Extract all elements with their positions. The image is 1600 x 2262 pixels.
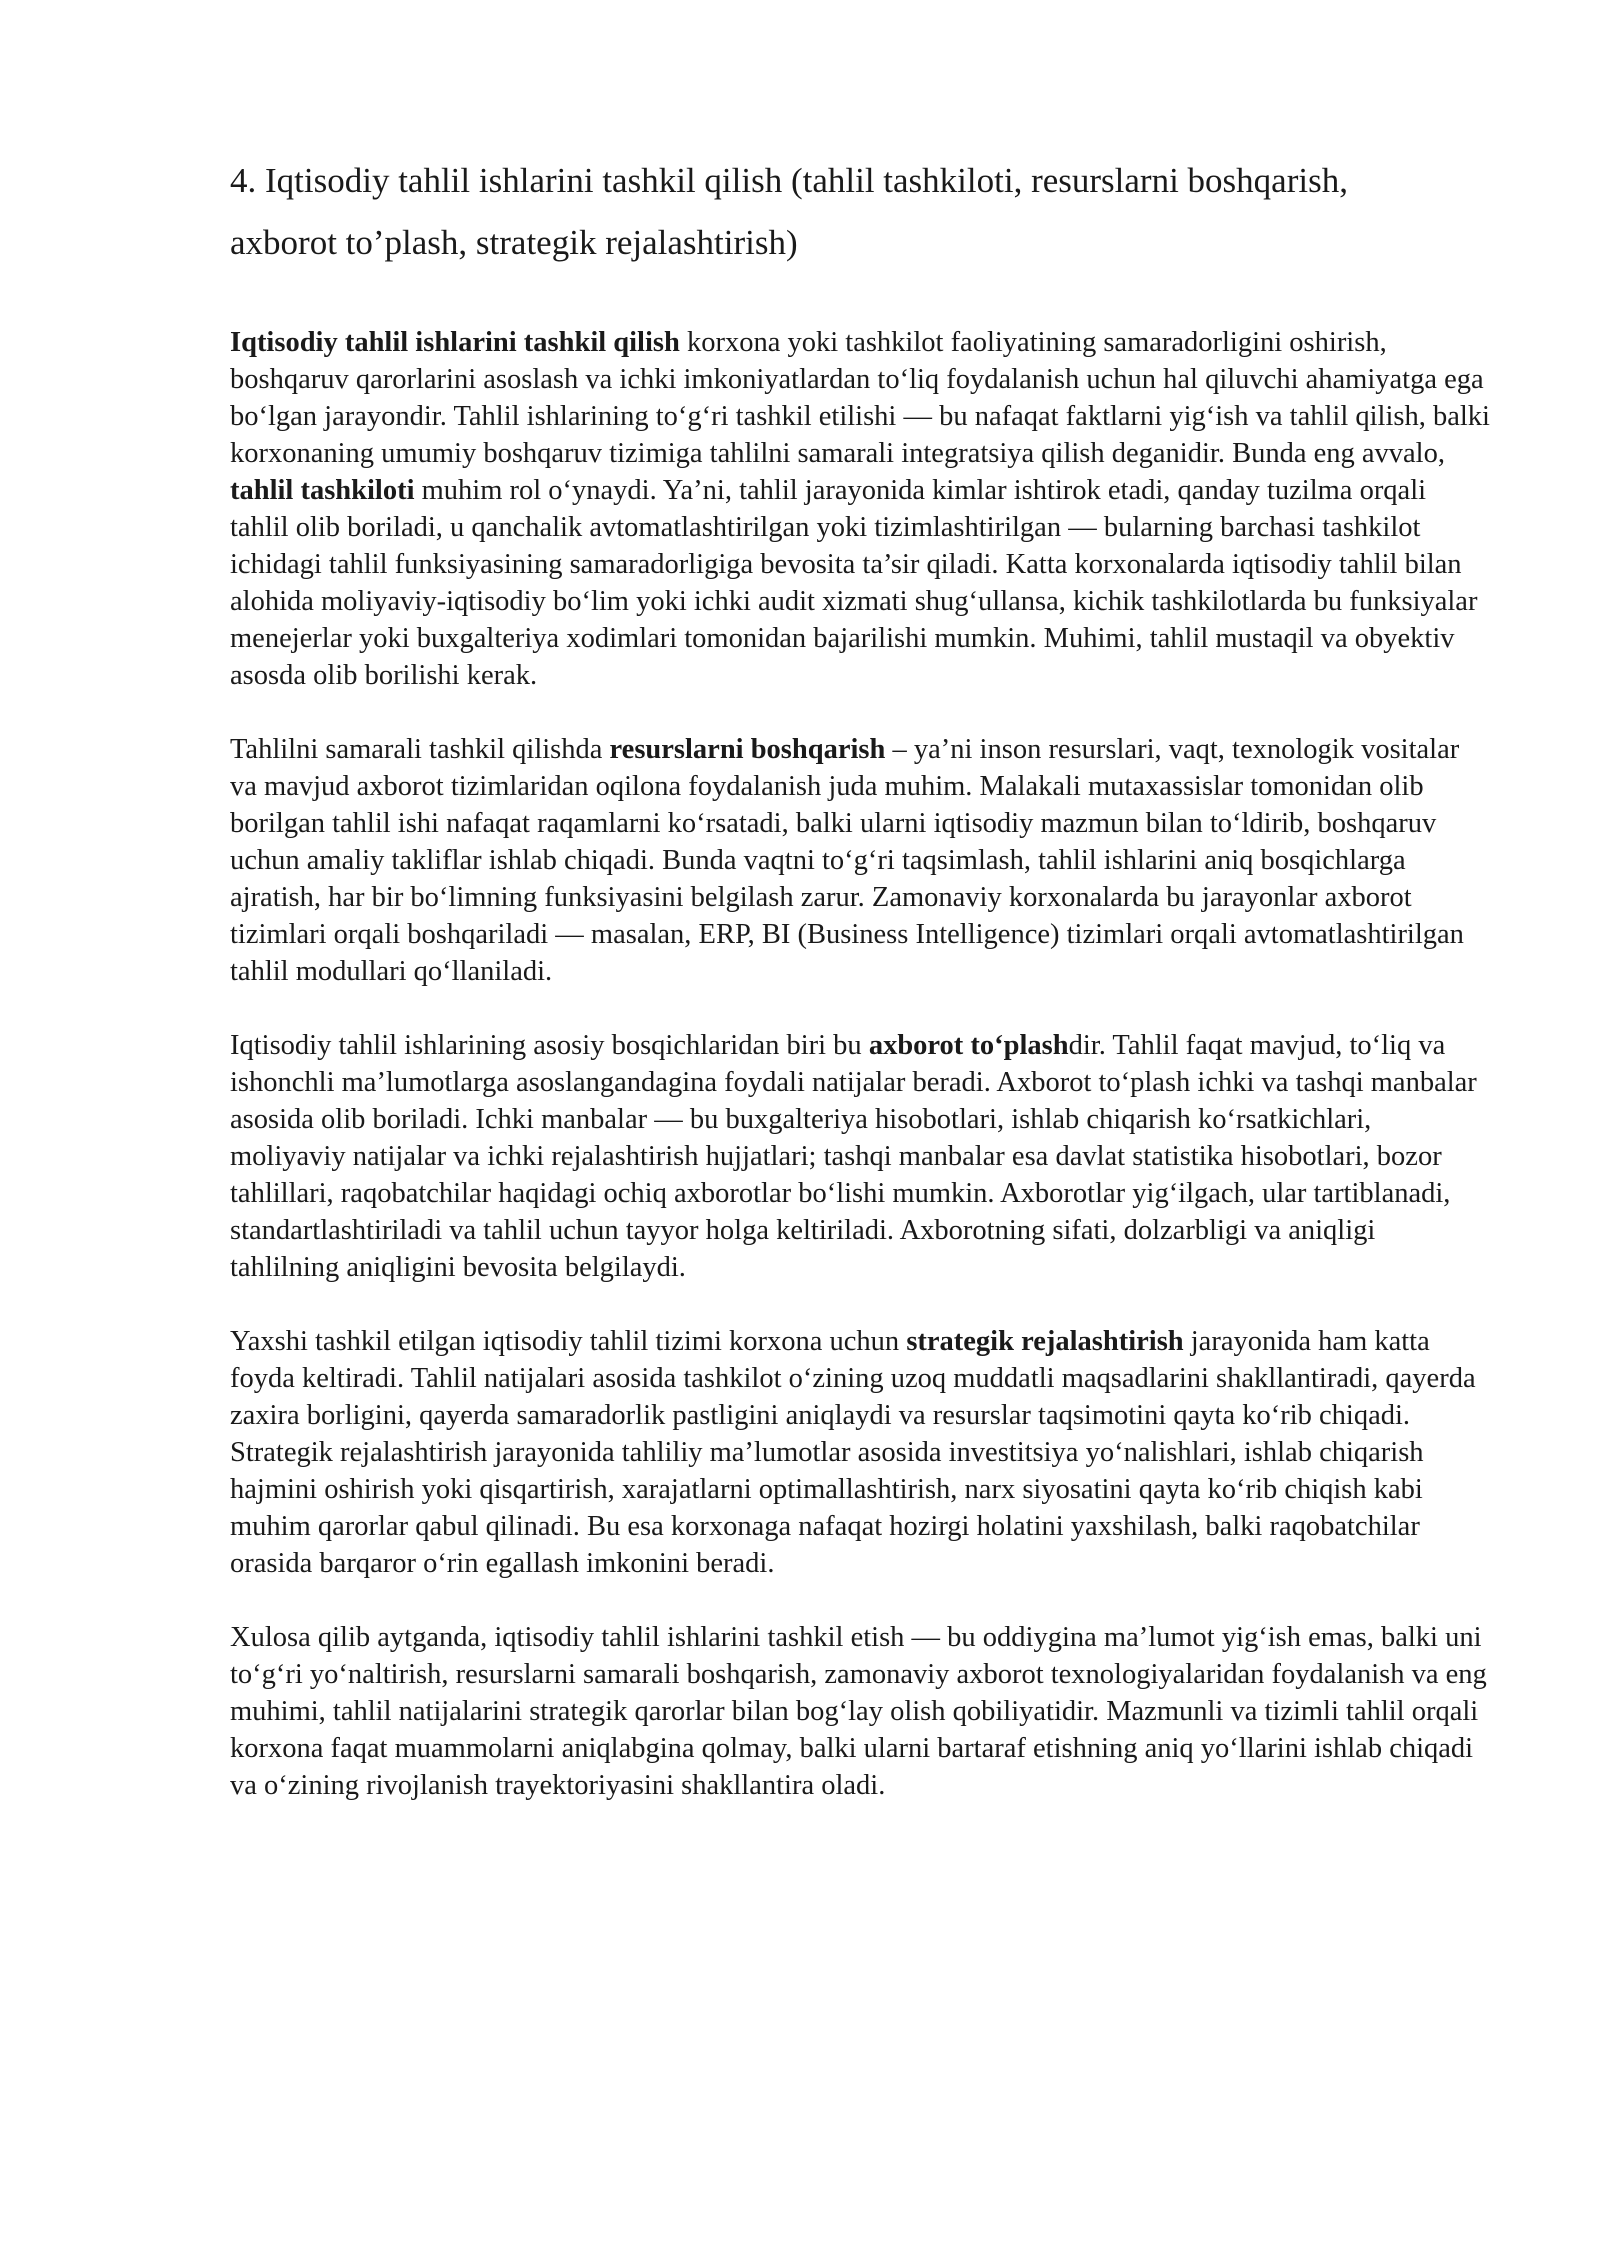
document-heading: [230, 150, 1490, 274]
bold-term: resurslarni boshqarish: [609, 734, 886, 765]
paragraph-text: muhim rol o‘ynaydi. Ya’ni, tahlil jarayonida kimlar ishtirok etadi, qanday tuzilma orqali tahlil olib boriladi, u qanchalik avtomatlashtirilgan yoki tizimlashtirilgan — bularning barchasi tashkilot ichidagi tahlil funksiyasining samaradorligiga bevosita ta’sir qiladi. Katta korxonalarda iqtisodiy tahlil bilan alohida moliyaviy-iqtisodiy bo‘lim yoki ichki audit xizmati shug‘ullansa, kichik tashkilotlarda bu funksiyalar menejerlar yoki buxgalteriya xodimlari tomonidan bajarilishi mumkin. Muhimi, tahlil mustaqil va obyektiv asosda olib borilishi kerak.: [230, 475, 1478, 691]
paragraph-4: [230, 1323, 1490, 1582]
paragraph-3: [230, 1027, 1490, 1286]
paragraph-text: korxona yoki tashkilot faoliyatining samaradorligini oshirish, boshqaruv qarorlarini asoslash va ichki imkoniyatlardan to‘liq foydalanish uchun hal qiluvchi ahamiyatga ega bo‘lgan jarayondir. Tahlil ishlarining to‘g‘ri tashkil etilishi — bu nafaqat faktlarni yig‘ish va tahlil qilish, balki korxonaning umumiy boshqaruv tizimiga tahlilni samarali integratsiya qilish deganidir. Bunda eng avvalo,: [230, 327, 1490, 469]
document-page: [230, 150, 1490, 1841]
heading-line-1: 4. Iqtisodiy tahlil ishlarini tashkil qilish (tahlil tashkiloti, resurslarni boshqarish,: [230, 161, 1348, 200]
paragraph-1: [230, 324, 1490, 694]
paragraph-5: [230, 1619, 1490, 1804]
paragraph-text: dir. Tahlil faqat mavjud, to‘liq va ishonchli ma’lumotlarga asoslangandagina foydali natijalar beradi. Axborot to‘plash ichki va tashqi manbalar asosida olib boriladi. Ichki manbalar — bu buxgalteriya hisobotlari, ishlab chiqarish ko‘rsatkichlari, moliyaviy natijalar va ichki rejalashtirish hujjatlari; tashqi manbalar esa davlat statistika hisobotlari, bozor tahlillari, raqobatchilar haqidagi ochiq axborotlar bo‘lishi mumkin. Axborotlar yig‘ilgach, ular tartiblanadi, standartlashtiriladi va tahlil uchun tayyor holga keltiriladi. Axborotning sifati, dolzarbligi va aniqligi tahlilning aniqligini bevosita belgilaydi.: [230, 1030, 1477, 1283]
paragraph-text: Xulosa qilib aytganda, iqtisodiy tahlil ishlarini tashkil etish — bu oddiygina ma’lumot yig‘ish emas, balki uni to‘g‘ri yo‘naltirish, resurslarni samarali boshqarish, zamonaviy axborot texnologiyalaridan foydalanish va eng muhimi, tahlil natijalarini strategik qarorlar bilan bog‘lay olish qobiliyatidir. Mazmunli va tizimli tahlil orqali korxona faqat muammolarni aniqlabgina qolmay, balki ularni bartaraf etishning aniq yo‘llarini ishlab chiqadi va o‘zining rivojlanish trayektoriyasini shakllantira oladi.: [230, 1622, 1487, 1801]
heading-line-2: axborot to’plash, strategik rejalashtirish): [230, 223, 798, 262]
paragraph-text: jarayonida ham katta foyda keltiradi. Tahlil natijalari asosida tashkilot o‘zining uzoq muddatli maqsadlarini shakllantiradi, qayerda zaxira borligini, qayerda samaradorlik pastligini aniqlaydi va resurslar taqsimotini qayta ko‘rib chiqadi. Strategik rejalashtirish jarayonida tahliliy ma’lumotlar asosida investitsiya yo‘nalishlari, ishlab chiqarish hajmini oshirish yoki qisqartirish, xarajatlarni optimallashtirish, narx siyosatini qayta ko‘rib chiqish kabi muhim qarorlar qabul qilinadi. Bu esa korxonaga nafaqat hozirgi holatini yaxshilash, balki raqobatchilar orasida barqaror o‘rin egallash imkonini beradi.: [230, 1326, 1476, 1579]
bold-term: Iqtisodiy tahlil ishlarini tashkil qilish: [230, 327, 680, 358]
bold-term: strategik rejalashtirish: [906, 1326, 1184, 1357]
paragraph-text: – ya’ni inson resurslari, vaqt, texnologik vositalar va mavjud axborot tizimlaridan oqilona foydalanish juda muhim. Malakali mutaxassislar tomonidan olib borilgan tahlil ishi nafaqat raqamlarni ko‘rsatadi, balki ularni iqtisodiy mazmun bilan to‘ldirib, boshqaruv uchun amaliy takliflar ishlab chiqadi. Bunda vaqtni to‘g‘ri taqsimlash, tahlil ishlarini aniq bosqichlarga ajratish, har bir bo‘limning funksiyasini belgilash zarur. Zamonaviy korxonalarda bu jarayonlar axborot tizimlari orqali boshqariladi — masalan, ERP, BI (Business Intelligence) tizimlari orqali avtomatlashtirilgan tahlil modullari qo‘llaniladi.: [230, 734, 1464, 987]
paragraph-text: Tahlilni samarali tashkil qilishda: [230, 734, 610, 765]
paragraph-text: Iqtisodiy tahlil ishlarining asosiy bosqichlaridan biri bu: [230, 1030, 869, 1061]
bold-term: axborot to‘plash: [868, 1030, 1069, 1061]
bold-term: tahlil tashkiloti: [230, 475, 415, 506]
paragraph-2: [230, 731, 1490, 990]
paragraph-text: Yaxshi tashkil etilgan iqtisodiy tahlil tizimi korxona uchun: [230, 1326, 907, 1357]
